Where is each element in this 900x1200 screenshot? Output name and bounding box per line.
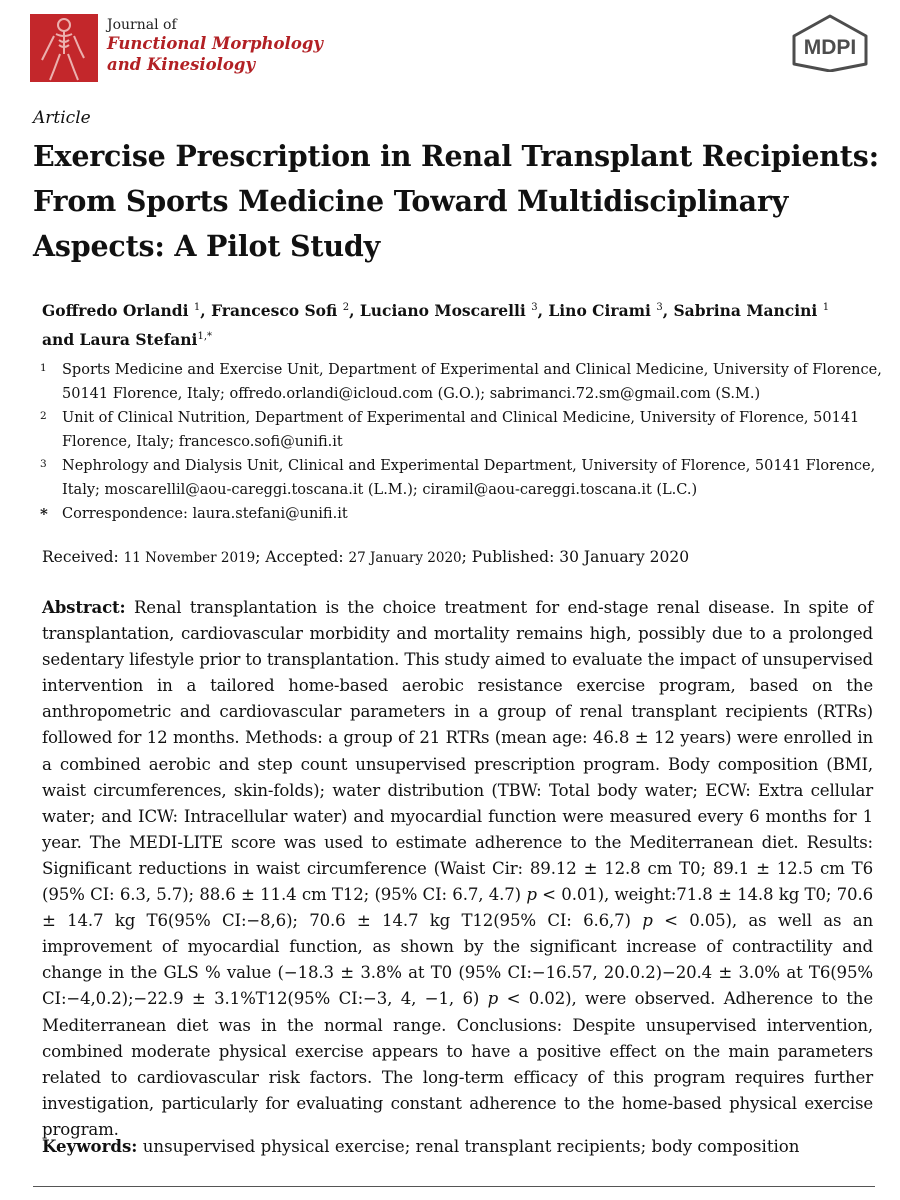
affiliation: 2 Unit of Clinical Nutrition, Department of Experimental and Clinical Medicine, University of Florence, 50141 Florence, Italy; francesco.sofi@unifi.it [40,410,860,450]
accepted-date: 27 January 2020 [348,550,462,566]
author-list [42,295,892,353]
journal-title-line2: and Kinesiology [107,55,256,74]
affiliation: 1 Sports Medicine and Exercise Unit, Department of Experimental and Clinical Medicine, University of Florence, 50141 Florence, Italy; offredo.orlandi@icloud.com (G.O.); sabrimanci.72.sm@gmail.com (S.M.) [40,362,882,402]
published-date: 30 January 2020 [559,548,690,566]
author: Goffredo Orlandi $^1$, [42,301,212,321]
abstract: Abstract: Renal transplantation is the choice treatment for end-stage renal disease. In spite of transplantation, cardiovascular morbidity and mortality remains high, possibly due to a prolonged sedentary lifestyle prior to transplantation. This study aimed to evaluate the impact of unsupervised intervention in a tailored home-based aerobic resistance exercise program, based on the anthropometric and cardiovascular parameters in a group of renal transplant recipients (RTRs) followed for 12 months. Methods: a group of 21 RTRs (mean age: 46.8 ± 12 years) were enrolled in a combined aerobic and step count unsupervised prescription program. Body composition (BMI, waist circumferences, skin-folds); water distribution (TBW: Total body water; ECW: Extra cellular water; and ICW: Intracellular water) and myocardial function were measured every 6 months for 1 year. The MEDI-LITE score was used to estimate adherence to the Mediterranean diet. Results: Significant reductions in waist circumference (Waist Cir: 89.12 ± 12.8 cm T0; 89.1 ± 12.5 cm T6 (95% CI: 6.3, 5.7); 88.6 ± 11.4 cm T12; (95% CI: 6.7, 4.7) p < 0.01), weight:71.8 ± 14.8 kg T0; 70.6 ± 14.7 kg T6(95% CI:−8,6); 70.6 ± 14.7 kg T12(95% CI: 6.6,7) p < 0.05), as well as an improvement of myocardial function, as shown by the significant increase of contractility and change in the GLS % value (−18.3 ± 3.8% at T0 (95% CI:−16.57, 20.0.2)−20.4 ± 3.0% at T6(95% CI:−4,0.2);−22.9 ± 3.1%T12(95% CI:−3, 4, −1, 6) p < 0.02), were observed. Adherence to the Mediterranean diet was in the normal range. Conclusions: Despite unsupervised intervention, combined moderate physical exercise appears to have a positive effect on the main parameters related to cardiovascular risk factors. The long-term efficacy of this program requires further investigation, particularly for evaluating constant adherence to the home-based physical exercise program. [42,597,873,1139]
keywords-text: unsupervised physical exercise; renal transplant recipients; body composition [137,1137,800,1156]
author: Luciano Moscarelli $^3$, [359,301,549,321]
received-label: Received: [42,548,119,566]
paper-title: Exercise Prescription in Renal Transplant Recipients: From Sports Medicine Toward Multidisciplinary Aspects: A Pilot Study [33,139,879,263]
keywords-label: Keywords: [42,1136,138,1156]
affiliations [40,358,890,526]
article-type: Article [33,108,91,128]
correspondence: * Correspondence: laura.stefani@unifi.it [40,505,348,523]
journal-name [107,17,367,75]
abstract-label: Abstract: [42,597,126,617]
author: Sabrina Mancini $^1$ [673,301,830,321]
author: Lino Cirami $^3$, [548,301,674,321]
journal-prefix: Journal of [107,17,177,33]
published-label: Published: [471,548,555,566]
bottom-divider [33,1186,875,1187]
journal-logo [30,14,98,82]
publication-dates: Received: 11 November 2019; Accepted: 27 January 2020; Published: 30 January 2020 [42,548,690,566]
accepted-label: Accepted: [265,548,344,566]
received-date: 11 November 2019 [123,550,256,566]
affiliation: 3 Nephrology and Dialysis Unit, Clinical and Experimental Department, University of Florence, 50141 Florence, Italy; moscarellil@aou-careggi.toscana.it (L.M.); ciramil@aou-careggi.toscana.it (L.C.) [40,458,876,498]
anatomical-figure-logo-icon [30,14,98,82]
journal-title-line1: Functional Morphology [107,34,323,53]
author: and Laura Stefani$^{1,*}$ [42,330,212,350]
mdpi-logo [790,14,870,72]
mdpi-logo-text: MDPI [803,36,857,59]
author: Francesco Sofi $^2$, [211,301,360,321]
keywords [42,1133,873,1160]
